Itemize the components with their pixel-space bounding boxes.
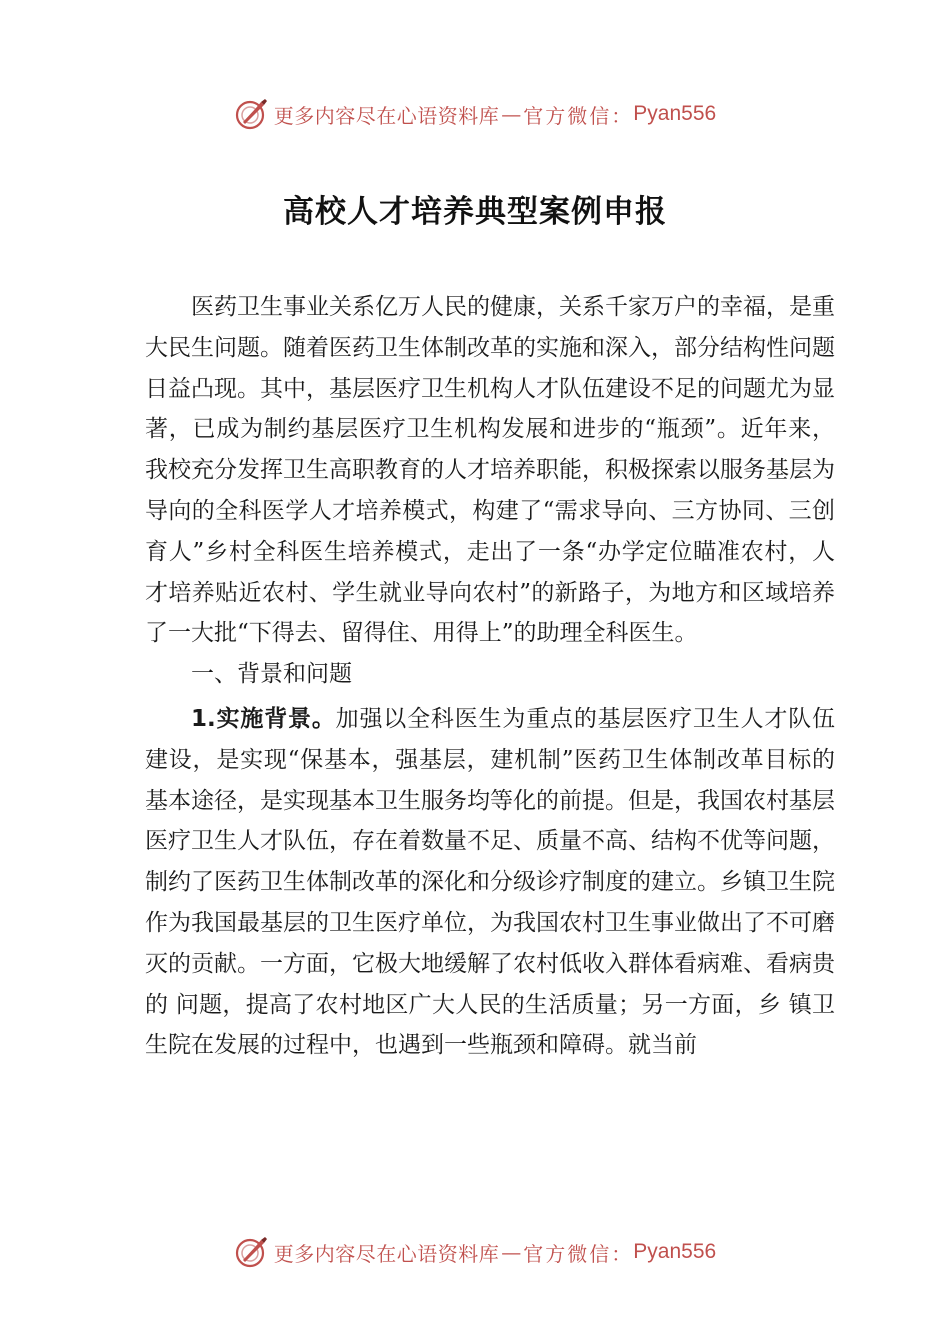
section-heading-background: 一、背景和问题 [191,661,352,688]
pen-nib-logo-icon [234,1234,270,1270]
paragraph-intro: 医药卫生事业关系亿万人民的健康，关系千家万户的幸福，是重大民生问题。随着医药卫生体制改革的实施和深入，部分结构性问题日益凸现。其中，基层医疗卫生机构人才队伍建设不足的问题尤为显著，已成为制约基层医疗卫生机构发展和进步的“瓶颈”。近年来，我校充分发挥卫生高职教育的人才培养职能，积极探索以服务基层为导向的全科医学人才培养模式，构建了“需求导向、三方协同、三创育人”乡村全科医生培养模式，走出了一条“办学定位瞄准农村，人才培养贴近农村、学生就业导向农村”的新路子，为地方和区域培养了一大批“下得去、留得住、用得上”的助理全科医生。 [145,294,835,647]
banner-site-text: 更多内容尽在心语资料库 [273,103,500,128]
pen-nib-logo-icon [234,96,270,132]
banner-separator: — [501,1240,522,1264]
paragraph-background [145,699,835,1066]
banner-site-text: 更多内容尽在心语资料库 [273,1241,500,1266]
banner-separator: — [501,102,522,126]
paragraph-lead-bold: 1.实施背景。 [191,705,336,732]
banner-wechat-label: 官方微信： [523,1241,634,1266]
banner-wechat-label: 官方微信： [523,103,634,128]
header-banner[interactable] [0,94,950,134]
footer-banner[interactable] [0,1232,950,1272]
banner-wechat-id: Pyan556 [633,102,717,125]
document-body [145,287,835,1066]
paragraph-background-text: 加强以全科医生为重点的基层医疗卫生人才队伍建设，是实现“保基本，强基层，建机制”医药卫生体制改革目标的基本途径，是实现基本卫生服务均等化的前提。但是，我国农村基层医疗卫生人才队伍，存在着数量不足、质量不高、结构不优等问题，制约了医药卫生体制改革的深化和分级诊疗制度的建立。乡镇卫生院作为我国最基层的卫生医疗单位，为我国农村卫生事业做出了不可磨灭的贡献。一方面，它极大地缓解了农村低收入群体看病难、看病贵的 问题，提高了农村地区广大人民的生活质量；另一方面，乡 镇卫生院在发展的过程中，也遇到一些瓶颈和障碍。就当前 [145,705,836,1059]
banner-wechat-id: Pyan556 [633,1240,717,1263]
document-title: 高校人才培养典型案例申报 [283,194,667,230]
